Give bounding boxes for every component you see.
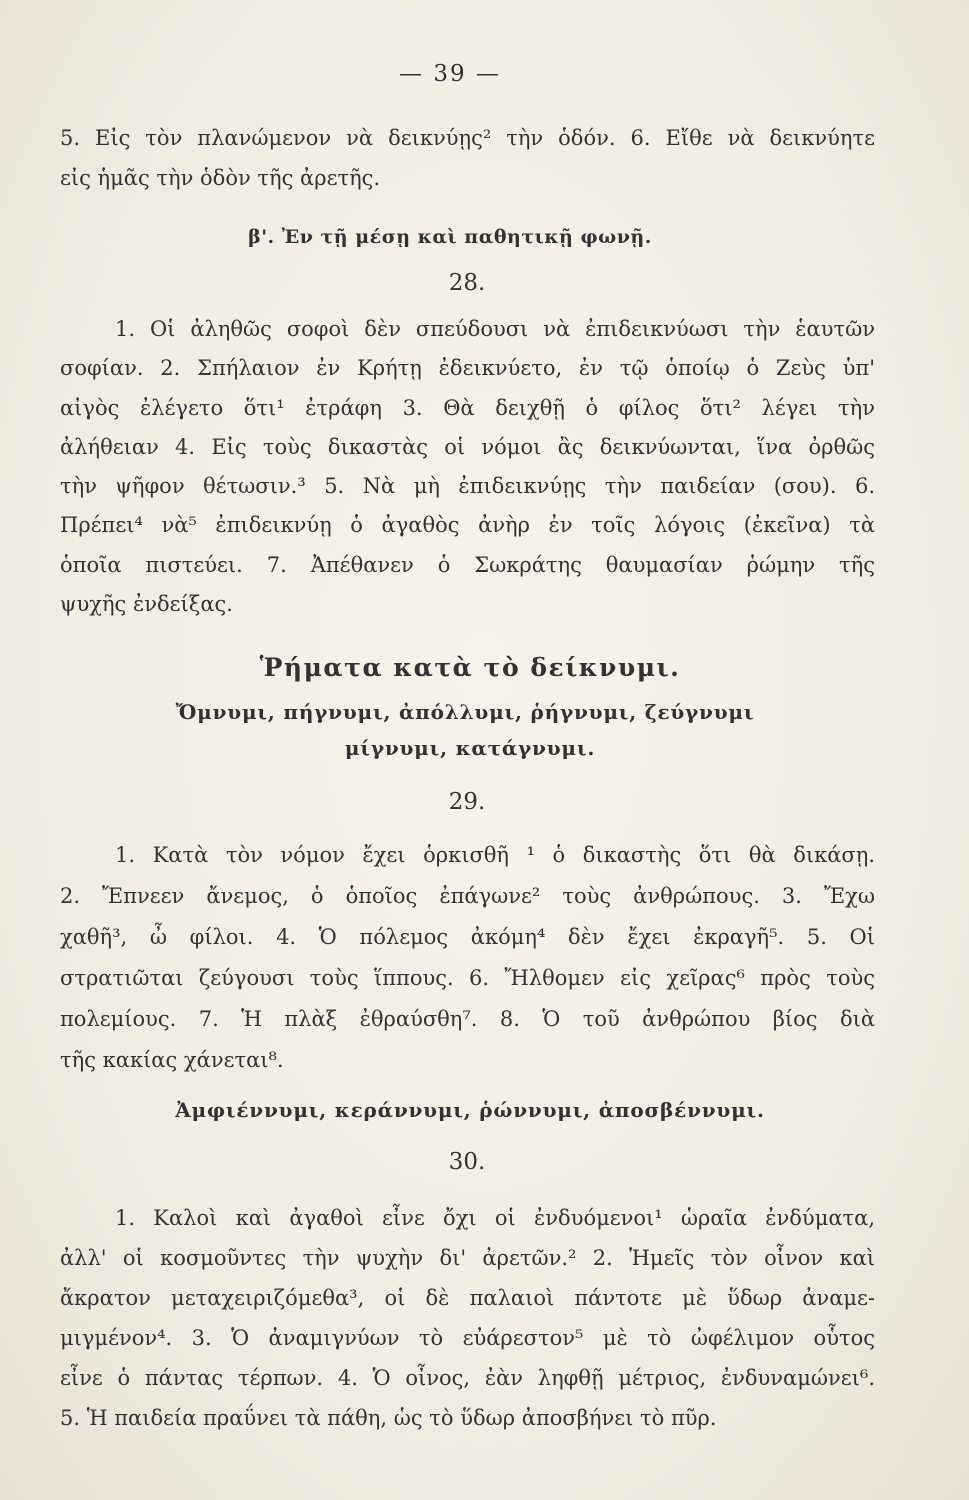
text-line: ἀλήθειαν 4. Εἰς τοὺς δικαστὰς οἱ νόμοι ἂς δεικνύωνται, ἵνα ὀρθῶς — [60, 434, 875, 459]
text-line: μιγμένον⁴. 3. Ὁ ἀναμιγνύων τὸ εὐάρεστον⁵ μὲ τὸ ὠφέλιμον οὗτος — [60, 1326, 875, 1350]
continued-text — [60, 118, 875, 198]
text-line: 2. Ἔπνεεν ἄνεμος, ὁ ὁποῖος ἐπάγωνε² τοὺς ἀνθρώπους. 3. Ἔχω — [60, 884, 875, 908]
text-line: τῆς κακίας χάνεται⁸. — [60, 1048, 284, 1072]
exercise-number: 28. — [448, 270, 486, 296]
exercise-number: 29. — [448, 789, 486, 815]
verbs-list-line: μίγνυμι, κατάγνυμι. — [344, 736, 596, 760]
text-line: ψυχῆς ἐνδείξας. — [60, 592, 233, 617]
text-line: πολεμίους. 7. Ἡ πλὰξ ἐθραύσθη⁷. 8. Ὁ τοῦ ἀνθρώπου βίος διὰ — [60, 1007, 875, 1031]
text-line: 1. Καλοὶ καὶ ἀγαθοὶ εἶνε ὄχι οἱ ἐνδυόμενοι¹ ὡραῖα ἐνδύματα, — [115, 1206, 875, 1230]
text-line: χαθῆ³, ὦ φίλοι. 4. Ὁ πόλεμος ἀκόμη⁴ δὲν ἔχει ἐκραγῆ⁵. 5. Οἱ — [60, 925, 875, 949]
verbs-heading-2: Ἀμφιέννυμι, κεράννυμι, ῥώννυμι, ἀποσβέννυμι. — [175, 1098, 765, 1122]
text-line: Πρέπει⁴ νὰ⁵ ἐπιδεικνύῃ ὁ ἀγαθὸς ἀνὴρ ἐν τοῖς λόγοις (ἐκεῖνα) τὰ — [60, 513, 875, 538]
text-line: σοφίαν. 2. Σπήλαιον ἐν Κρήτῃ ἐδεικνύετο, ἐν τῷ ὁποίῳ ὁ Ζεὺς ὑπ' — [60, 356, 875, 381]
text-line: 1. Οἱ ἀληθῶς σοφοὶ δὲν σπεύδουσι νὰ ἐπιδεικνύωσι τὴν ἑαυτῶν — [115, 317, 875, 341]
text-line: ὁποῖα πιστεύει. 7. Ἀπέθανεν ὁ Σωκράτης θαυμασίαν ῥώμην τῆς — [60, 552, 875, 577]
exercise-28-text — [60, 310, 875, 624]
text-line: 5. Ἡ παιδεία πραΰνει τὰ πάθη, ὡς τὸ ὕδωρ ἀποσβήνει τὸ πῦρ. — [60, 1406, 717, 1430]
text-line: τὴν ψῆφον θέτωσιν.³ 5. Νὰ μὴ ἐπιδεικνύῃς τὴν παιδείαν (σου). 6. — [60, 474, 875, 499]
exercise-29-text — [60, 835, 875, 1081]
exercise-30-text — [60, 1198, 875, 1438]
text-line: 5. Εἰς τὸν πλανώμενον νὰ δεικνύῃς² τὴν ὁδόν. 6. Εἴθε νὰ δεικνύητε — [60, 126, 875, 150]
verbs-heading-title: Ῥήματα κατὰ τὸ δείκνυμι. — [259, 653, 681, 682]
verbs-list-line: Ὄμνυμι, πήγνυμι, ἀπόλλυμι, ῥήγνυμι, ζεύγνυμι — [175, 700, 755, 724]
text-line: εἰς ἡμᾶς τὴν ὁδὸν τῆς ἀρετῆς. — [60, 166, 381, 190]
text-line: ἄκρατον μεταχειριζόμεθα³, οἱ δὲ παλαιοὶ πάντοτε μὲ ὕδωρ ἀναμε- — [60, 1286, 875, 1310]
text-line: αἰγὸς ἐλέγετο ὅτι¹ ἐτράφη 3. Θὰ δειχθῇ ὁ φίλος ὅτι² λέγει τὴν — [60, 395, 875, 420]
exercise-number: 30. — [448, 1149, 486, 1175]
text-line: στρατιῶται ζεύγουσι τοὺς ἵππους. 6. Ἤλθομεν εἰς χεῖρας⁶ πρὸς τοὺς — [60, 966, 875, 990]
text-line: 1. Κατὰ τὸν νόμον ἔχει ὁρκισθῆ ¹ ὁ δικαστὴς ὅτι θὰ δικάσῃ. — [115, 843, 875, 867]
page-number: — 39 — — [399, 61, 501, 87]
text-line: εἶνε ὁ πάντας τέρπων. 4. Ὁ οἶνος, ἐὰν ληφθῇ μέτριος, ἐνδυναμώνει⁶. — [60, 1366, 875, 1390]
section-heading: β'. Ἐν τῇ μέσῃ καὶ παθητικῇ φωνῇ. — [248, 226, 652, 248]
text-line: ἀλλ' οἱ κοσμοῦντες τὴν ψυχὴν δι' ἀρετῶν.² 2. Ἡμεῖς τὸν οἶνον καὶ — [60, 1246, 875, 1270]
